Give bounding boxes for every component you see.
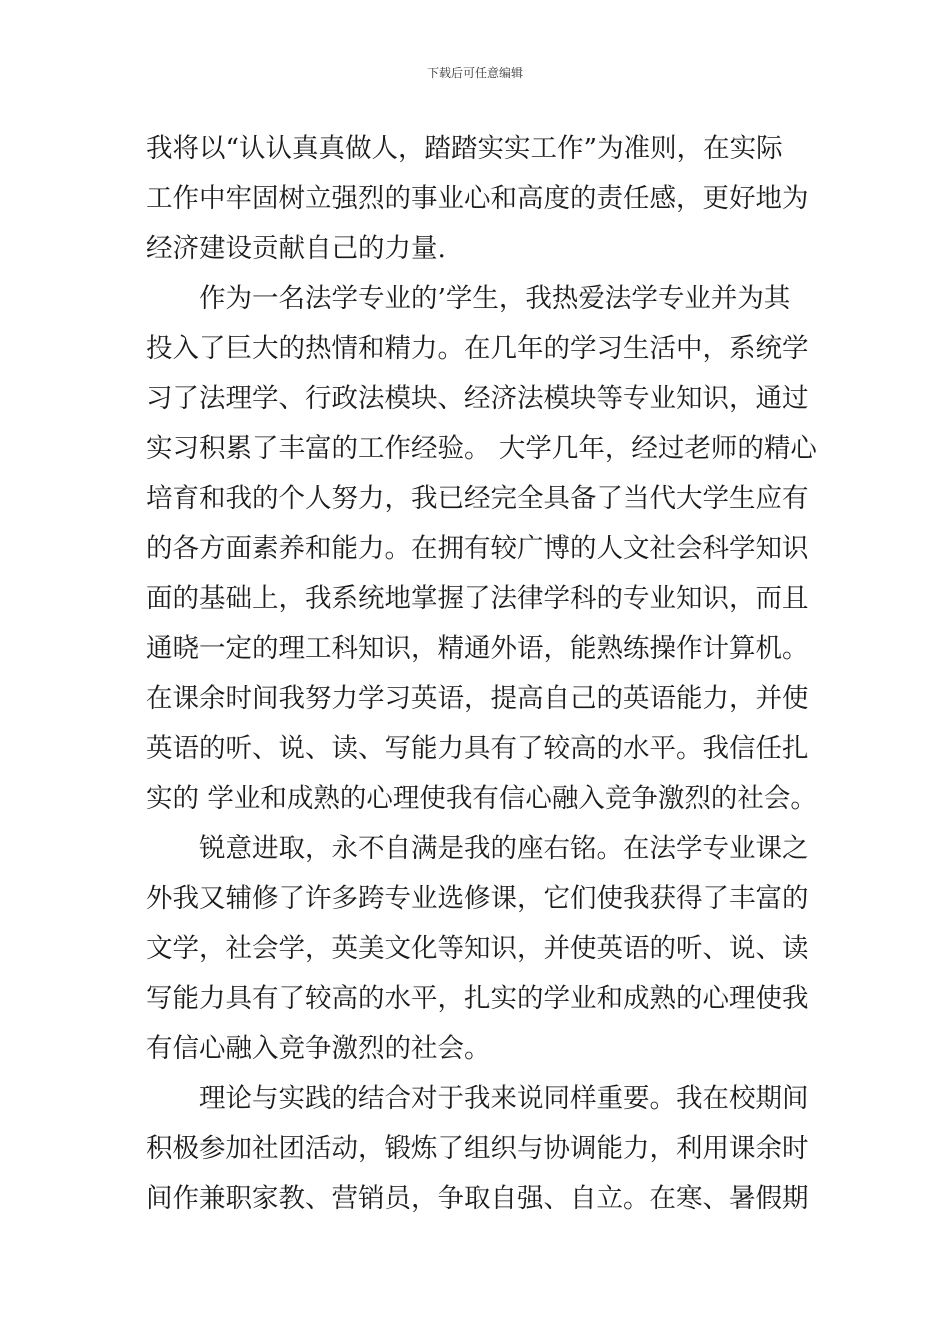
text-line: 实习积累了丰富的工作经验。 大学几年，经过老师的精心 <box>146 433 817 464</box>
text-line: 有信心融入竞争激烈的社会。 <box>146 1033 491 1064</box>
paragraph-2 <box>146 274 816 824</box>
text-line: 投入了巨大的热情和精力。在几年的学习生活中，系统学 <box>146 333 809 364</box>
text-line: 我将以“认认真真做人，踏踏实实工作”为准则，在实际 <box>146 133 783 164</box>
text-line: 写能力具有了较高的水平，扎实的学业和成熟的心理使我 <box>146 983 809 1014</box>
paragraph-1 <box>146 124 816 274</box>
paragraph-3 <box>146 824 816 1074</box>
text-line: 工作中牢固树立强烈的事业心和高度的责任感，更好地为 <box>146 183 809 214</box>
text-line: 文学，社会学，英美文化等知识，并使英语的听、说、读 <box>146 933 809 964</box>
text-line: 理论与实践的结合对于我来说同样重要。我在校期间 <box>199 1083 809 1114</box>
text-line: 英语的听、说、读、写能力具有了较高的水平。我信任扎 <box>146 733 809 764</box>
document-body <box>146 124 816 1224</box>
text-line: 经济建设贡献自己的力量. <box>146 233 446 264</box>
text-line: 培育和我的个人努力，我已经完全具备了当代大学生应有 <box>146 483 809 514</box>
paragraph-4 <box>146 1074 816 1224</box>
text-line: 间作兼职家教、营销员，争取自强、自立。在寒、暑假期 <box>146 1183 809 1214</box>
text-line: 锐意进取，永不自满是我的座右铭。在法学专业课之 <box>199 833 809 864</box>
text-line: 通晓一定的理工科知识，精通外语，能熟练操作计算机。 <box>146 633 809 664</box>
text-line: 在课余时间我努力学习英语，提高自己的英语能力，并使 <box>146 683 809 714</box>
text-line: 习了法理学、行政法模块、经济法模块等专业知识，通过 <box>146 383 809 414</box>
text-line: 面的基础上，我系统地掌握了法律学科的专业知识，而且 <box>146 583 809 614</box>
text-line: 外我又辅修了许多跨专业选修课，它们使我获得了丰富的 <box>146 883 809 914</box>
page-header: 下载后可任意编辑 <box>426 66 523 80</box>
text-line: 实的 学业和成熟的心理使我有信心融入竞争激烈的社会。 <box>146 783 817 814</box>
text-line: 作为一名法学专业的’学生，我热爱法学专业并为其 <box>199 283 791 314</box>
text-line: 积极参加社团活动，锻炼了组织与协调能力，利用课余时 <box>146 1133 809 1164</box>
text-line: 的各方面素养和能力。在拥有较广博的人文社会科学知识 <box>146 533 809 564</box>
